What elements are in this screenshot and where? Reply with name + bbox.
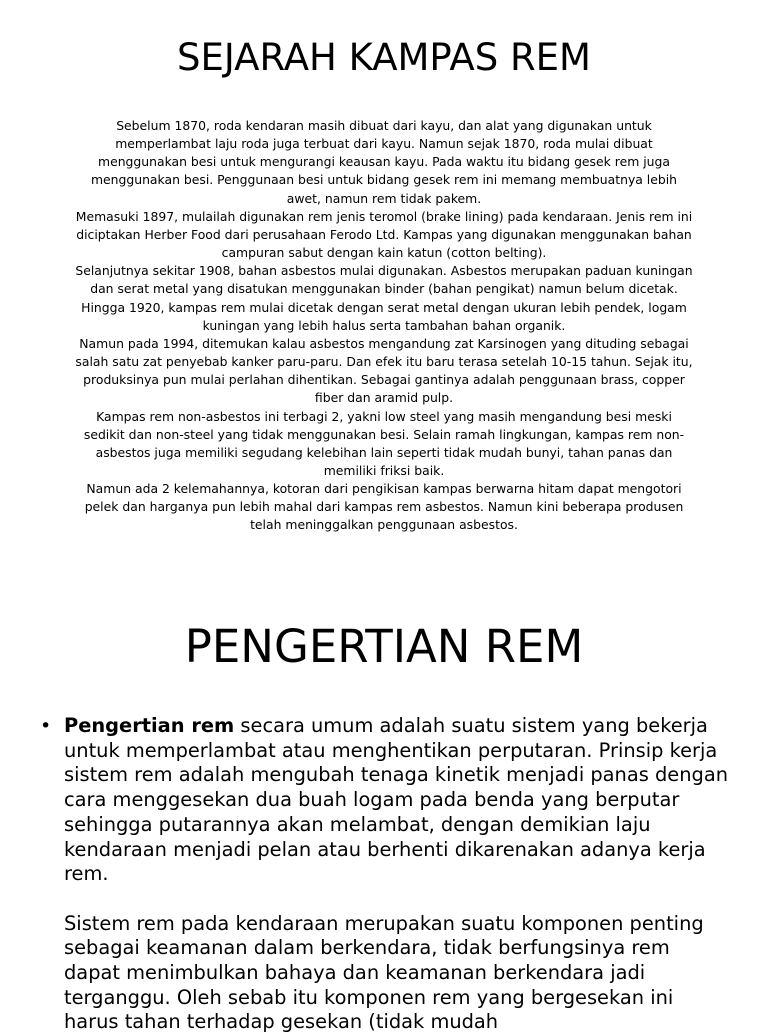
definition-body xyxy=(40,714,730,1035)
history-body xyxy=(74,117,694,535)
definition-paragraph xyxy=(64,714,730,887)
definition-text: secara umum adalah suatu sistem yang bekerja untuk memperlambat atau menghentikan perputaran. Prinsip kerja sistem rem adalah mengubah tenaga kinetik menjadi panas dengan cara menggesekan dua buah logam pada benda yang berputar sehingga putarannya akan melambat, dengan demikian laju kendaraan menjadi pelan atau berhenti dikarenakan adanya kerja rem. xyxy=(64,714,729,886)
history-paragraph-1994: Namun pada 1994, ditemukan kalau asbestos mengandung zat Karsinogen yang dituding sebagai salah satu zat penyebab kanker paru-paru. Dan efek itu baru terasa setelah 10-15 tahun. Sejak itu, produksinya pun mulai perlahan dihentikan. Sebagai gantinya adalah penggunaan brass, copper fiber dan aramid pulp. xyxy=(75,335,693,406)
definition-term: Pengertian rem xyxy=(64,714,235,737)
history-paragraph-1908: Selanjutnya sekitar 1908, bahan asbestos mulai digunakan. Asbestos merupakan paduan kuningan dan serat metal yang disatukan menggunakan binder (bahan pengikat) namun belum dicetak. Hingga 1920, kampas rem mulai dicetak dengan serat metal dengan ukuran lebih pendek, logam kuningan yang lebih halus serta tambahan bahan organik. xyxy=(75,263,693,333)
history-paragraph-1897: Memasuki 1897, mulailah digunakan rem jenis teromol (brake lining) pada kendaraan. Jenis rem ini diciptakan Herber Food dari perusahaan Ferodo Ltd. Kampas yang digunakan menggunakan bahan campuran sabut dengan kain katun (cotton belting). xyxy=(75,208,693,261)
definition-bullet-item xyxy=(40,714,730,1035)
history-paragraph-non-asbestos: Kampas rem non-asbestos ini terbagi 2, yakni low steel yang masih mengandung besi meski sedikit dan non-steel yang tidak menggunakan besi. Selain ramah lingkungan, kampas rem non-asbestos juga memiliki segudang kelebihan lain seperti tidak mudah bunyi, tahan panas dan memiliki friksi baik. xyxy=(83,408,685,478)
brake-system-paragraph: Sistem rem pada kendaraan merupakan suatu komponen penting sebagai keamanan dalam berkendara, tidak berfungsinya rem dapat menimbulkan bahaya dan keamanan berkendara jadi terganggu. Oleh sebab itu komponen rem yang bergesekan ini harus tahan terhadap gesekan (tidak mudah xyxy=(64,911,704,1034)
history-paragraph-weaknesses: Namun ada 2 kelemahannya, kotoran dari pengikisan kampas berwarna hitam dapat mengotori pelek dan harganya pun lebih mahal dari kampas rem asbestos. Namun kini beberapa produsen telah meninggalkan penggunaan asbestos. xyxy=(84,481,684,533)
bullet-icon: • xyxy=(40,715,52,737)
history-paragraph-1870: Sebelum 1870, roda kendaran masih dibuat dari kayu, dan alat yang digunakan untuk memperlambat laju roda juga terbuat dari kayu. Namun sejak 1870, roda mulai dibuat menggunakan besi untuk mengurangi keausan kayu. Pada waktu itu bidang gesek rem juga menggunakan besi. Penggunaan besi untuk bidang gesek rem ini memang membuatnya lebih awet, namun rem tidak pakem. xyxy=(90,118,678,206)
definition-title: PENGERTIAN REM xyxy=(184,620,584,673)
history-title: SEJARAH KAMPAS REM xyxy=(177,36,591,79)
